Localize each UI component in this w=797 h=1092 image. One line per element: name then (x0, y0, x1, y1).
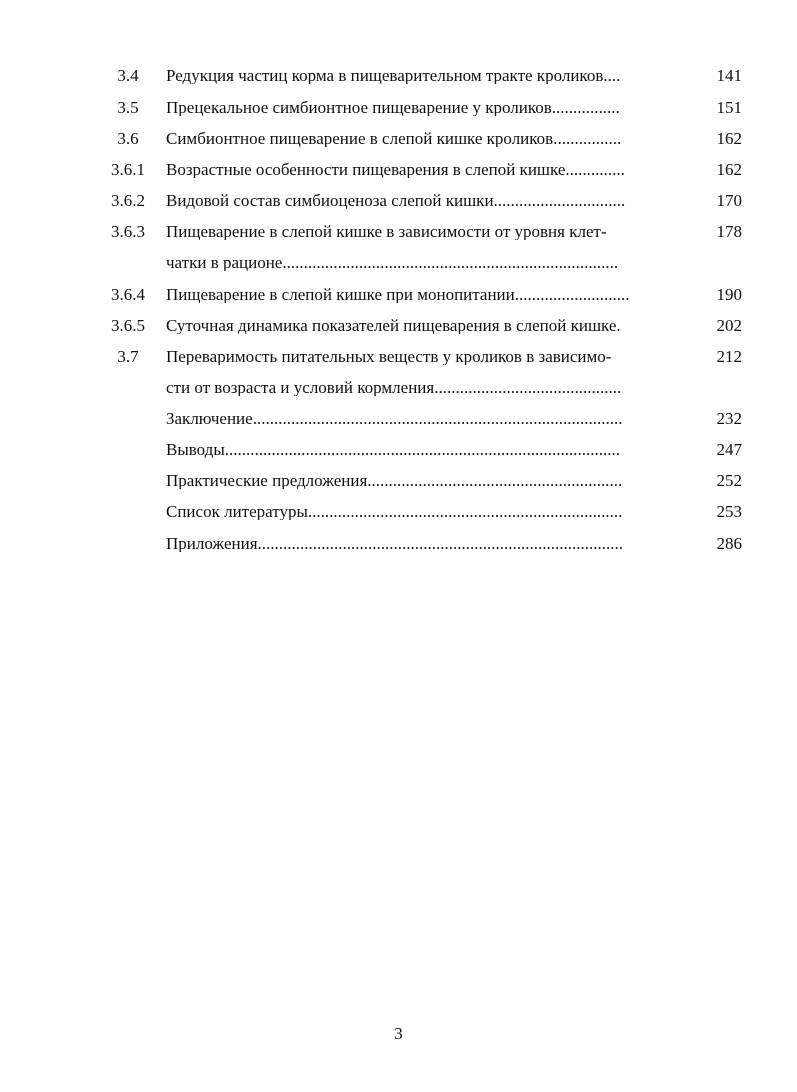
section-title (166, 130, 677, 147)
section-number: 3.6.5 (111, 316, 145, 335)
section-title (166, 472, 677, 489)
section-title-line: Приложения...................................................................................... (166, 535, 624, 552)
section-title-line: Возрастные особенности пищеварения в слепой кишке.............. (166, 161, 625, 178)
section-page: 253 (716, 502, 742, 521)
section-title-line: Заключение....................................................................................... (166, 410, 623, 427)
section-title (166, 192, 677, 209)
section-number: 3.4 (117, 66, 139, 85)
section-title (166, 99, 677, 116)
section-title (166, 317, 677, 334)
section-title-line: Суточная динамика показателей пищеварения в слепой кишке. (166, 317, 621, 334)
section-page: 202 (716, 316, 742, 335)
section-title (166, 410, 677, 427)
section-number: 3.6.2 (111, 191, 145, 210)
section-title-line: Прецекальное симбионтное пищеварение у кроликов................ (166, 99, 620, 116)
section-page: 212 (716, 347, 742, 366)
page-number: 3 (394, 1024, 403, 1043)
section-page: 247 (716, 440, 742, 459)
section-page: 232 (716, 409, 742, 428)
section-page: 252 (716, 471, 742, 490)
section-page: 170 (716, 191, 742, 210)
section-title-line: Пищеварение в слепой кишке при монопитании........................... (166, 286, 630, 303)
section-title-line: Практические предложения............................................................ (166, 472, 623, 489)
section-title (166, 535, 677, 552)
section-number: 3.7 (117, 347, 139, 366)
section-title-line: Выводы............................................................................................. (166, 441, 621, 458)
section-page: 286 (716, 534, 742, 553)
section-page: 151 (716, 98, 742, 117)
section-title-line: сти от возраста и условий кормления............................................ (166, 379, 622, 396)
section-title-line: чатки в рационе............................................................................... (166, 254, 619, 271)
section-page: 162 (716, 160, 742, 179)
section-page: 190 (716, 285, 742, 304)
section-title (166, 503, 677, 520)
section-title (166, 441, 677, 458)
section-number: 3.6 (117, 129, 139, 148)
section-number: 3.5 (117, 98, 139, 117)
section-page: 141 (716, 66, 742, 85)
section-title-line: Пищеварение в слепой кишке в зависимости от уровня клет- (166, 223, 607, 240)
section-page: 178 (716, 222, 742, 241)
section-title (166, 223, 677, 271)
section-title (166, 161, 677, 178)
section-title-line: Переваримость питательных веществ у кроликов в зависимо- (166, 348, 612, 365)
section-number: 3.6.1 (111, 160, 145, 179)
section-title-line: Список литературы.......................................................................... (166, 503, 623, 520)
section-page: 162 (716, 129, 742, 148)
section-title-line: Видовой состав симбиоценоза слепой кишки............................... (166, 192, 626, 209)
section-title (166, 348, 677, 396)
section-title-line: Симбионтное пищеварение в слепой кишке кроликов................ (166, 130, 622, 147)
section-title-line: Редукция частиц корма в пищеварительном тракте кроликов.... (166, 67, 621, 84)
section-number: 3.6.4 (111, 285, 145, 304)
section-title (166, 67, 677, 84)
section-number: 3.6.3 (111, 222, 145, 241)
section-title (166, 286, 677, 303)
